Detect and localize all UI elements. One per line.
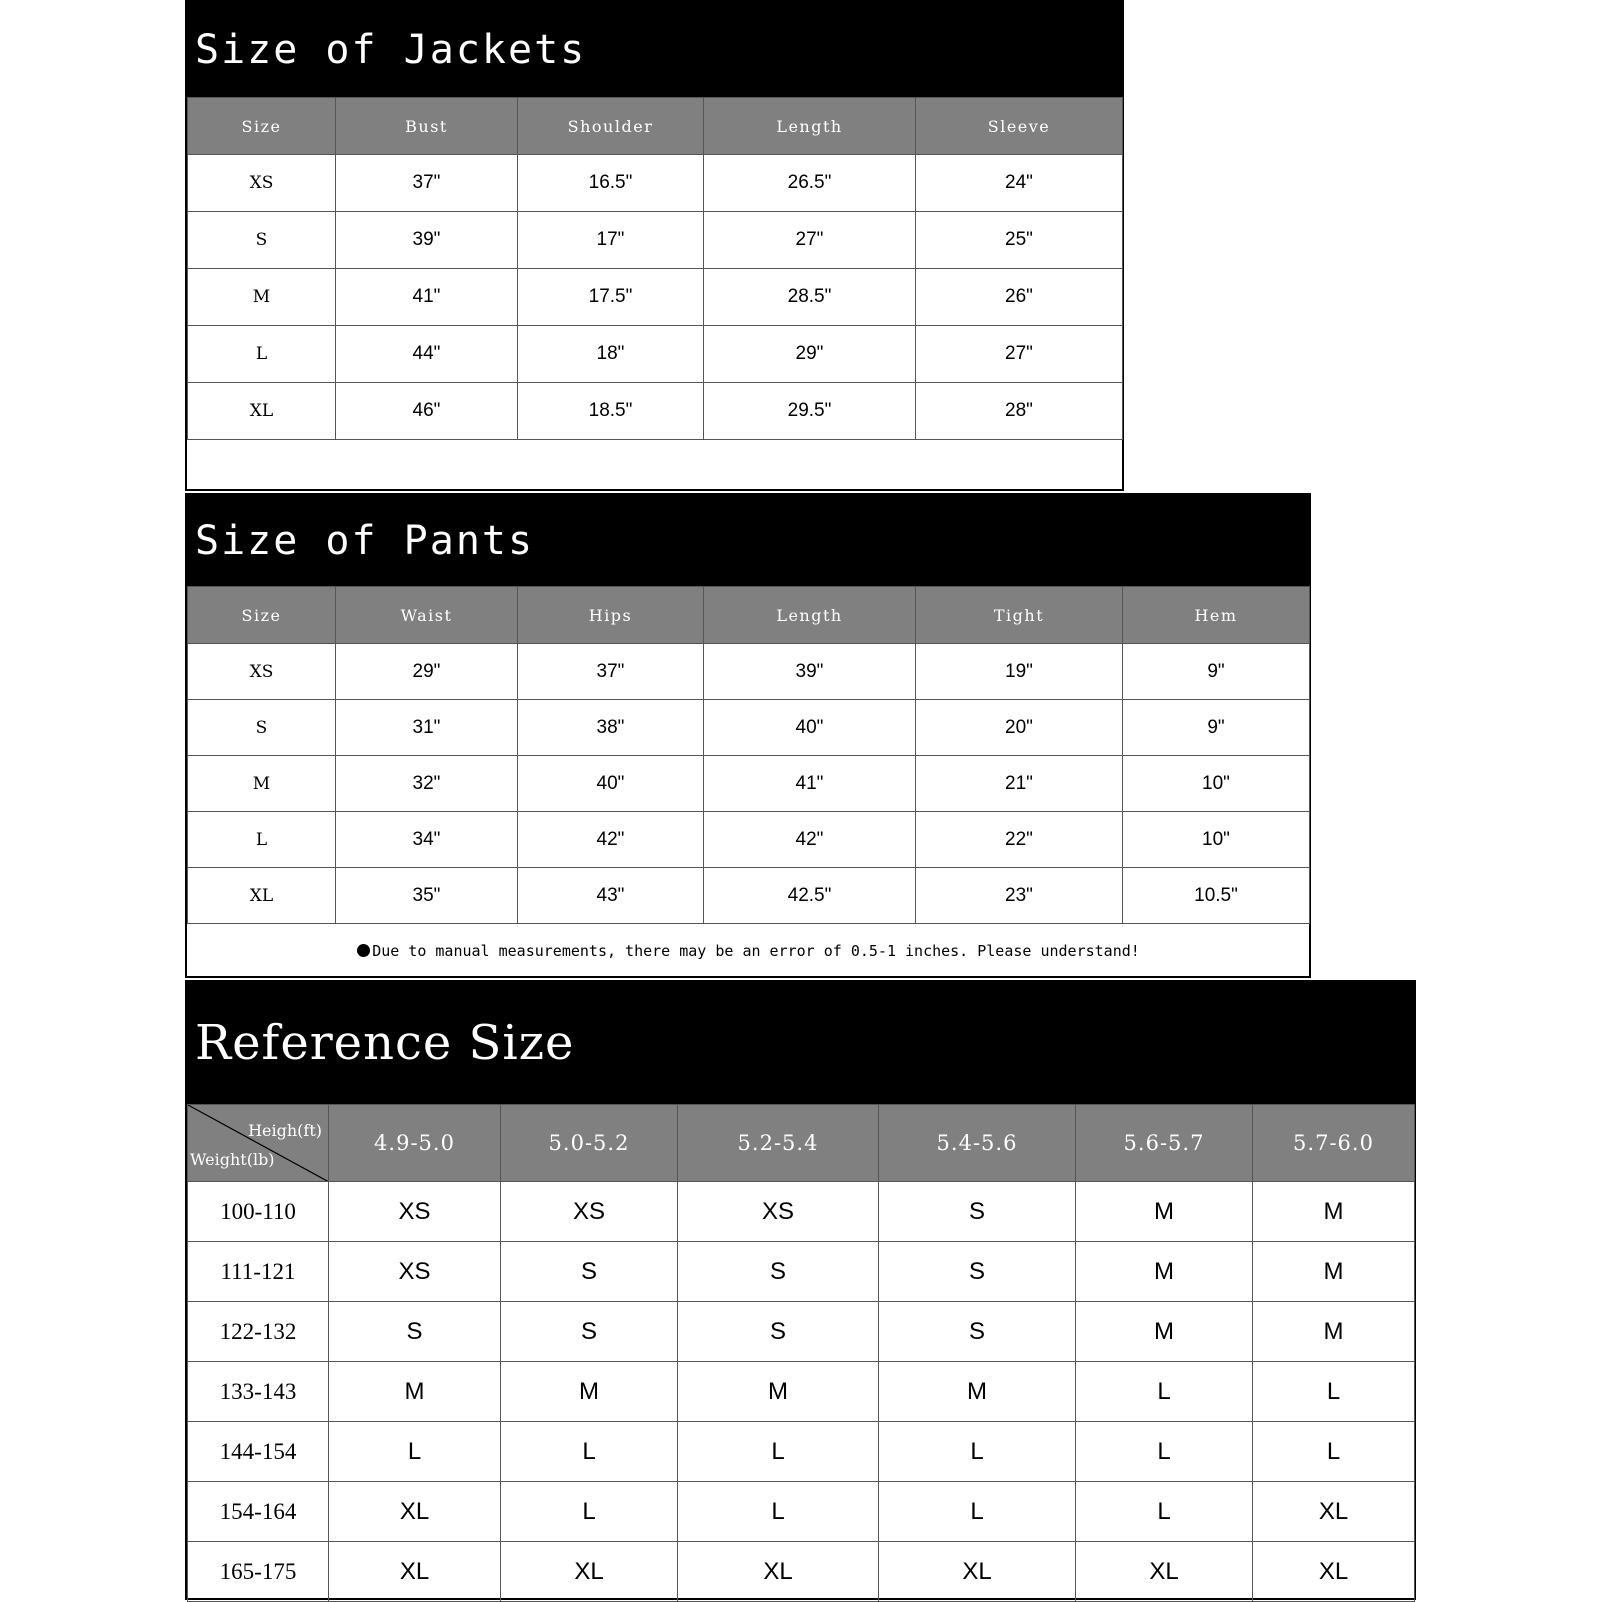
measurement-cell: 37" [518,644,704,700]
reference-title-bar [187,982,1414,1104]
recommended-size-cell: S [501,1242,678,1302]
measurement-note [188,924,1310,979]
size-cell: XS [188,644,336,700]
recommended-size-cell: S [678,1242,879,1302]
table-row [188,326,1123,383]
jackets-header-row [188,98,1123,155]
table-row [188,155,1123,212]
recommended-size-cell: L [329,1422,501,1482]
recommended-size-cell: L [1076,1362,1253,1422]
measurement-cell: 18.5" [518,383,704,440]
measurement-cell: 27" [704,212,916,269]
size-cell: S [188,700,336,756]
measurement-cell: 42" [518,812,704,868]
measurement-cell: 28.5" [704,269,916,326]
measurement-cell: 40" [704,700,916,756]
recommended-size-cell: M [329,1362,501,1422]
measurement-cell: 9" [1123,644,1310,700]
measurement-cell: 16.5" [518,155,704,212]
size-cell: S [188,212,336,269]
recommended-size-cell: S [879,1182,1076,1242]
recommended-size-cell: XS [678,1182,879,1242]
measurement-cell: 34" [336,812,518,868]
weight-axis-label: Weight(lb) [190,1150,275,1169]
measurement-cell: 37" [336,155,518,212]
recommended-size-cell: L [1253,1362,1415,1422]
measurement-cell: 29.5" [704,383,916,440]
size-cell: XL [188,383,336,440]
measurement-cell: 27" [916,326,1123,383]
measurement-cell: 24" [916,155,1123,212]
header-sleeve: Sleeve [916,98,1123,155]
measurement-cell: 10" [1123,756,1310,812]
measurement-cell: 20" [916,700,1123,756]
measurement-cell: 43" [518,868,704,924]
measurement-cell: 28" [916,383,1123,440]
weight-range-cell: 122-132 [188,1302,329,1362]
recommended-size-cell: XL [1253,1542,1415,1602]
diagonal-line [188,1105,329,1182]
recommended-size-cell: L [501,1422,678,1482]
header-shoulder: Shoulder [518,98,704,155]
measurement-cell: 32" [336,756,518,812]
table-row [188,1422,1415,1482]
measurement-cell: 26" [916,269,1123,326]
table-row [188,1482,1415,1542]
recommended-size-cell: S [678,1302,879,1362]
table-row [188,269,1123,326]
height-range-header: 4.9-5.0 [329,1105,501,1182]
recommended-size-cell: XL [329,1542,501,1602]
recommended-size-cell: XS [329,1242,501,1302]
recommended-size-cell: M [1076,1182,1253,1242]
measurement-cell: 22" [916,812,1123,868]
recommended-size-cell: L [1253,1422,1415,1482]
weight-range-cell: 111-121 [188,1242,329,1302]
table-row [188,644,1310,700]
reference-header-row [188,1105,1415,1182]
header-size: Size [188,98,336,155]
measurement-cell: 26.5" [704,155,916,212]
measurement-cell: 21" [916,756,1123,812]
jackets-title: Size of Jackets [195,26,587,73]
pants-table [187,586,1310,979]
measurement-cell: 29" [704,326,916,383]
recommended-size-cell: XL [501,1542,678,1602]
header-length: Length [704,98,916,155]
height-range-header: 5.0-5.2 [501,1105,678,1182]
pants-title: Size of Pants [195,517,535,564]
header-bust: Bust [336,98,518,155]
measurement-cell: 23" [916,868,1123,924]
bullet-icon [357,944,370,957]
recommended-size-cell: XL [329,1482,501,1542]
recommended-size-cell: XL [678,1542,879,1602]
table-row [188,700,1310,756]
pants-size-chart [185,493,1311,978]
header-hips: Hips [518,587,704,644]
table-row [188,756,1310,812]
recommended-size-cell: M [1253,1182,1415,1242]
header-length: Length [704,587,916,644]
recommended-size-cell: S [501,1302,678,1362]
size-cell: XS [188,155,336,212]
jackets-title-bar [187,2,1122,97]
measurement-cell: 42.5" [704,868,916,924]
measurement-cell: 25" [916,212,1123,269]
recommended-size-cell: M [1076,1242,1253,1302]
measurement-cell: 46" [336,383,518,440]
measurement-cell: 9" [1123,700,1310,756]
measurement-cell: 42" [704,812,916,868]
table-row [188,1362,1415,1422]
recommended-size-cell: XL [1253,1482,1415,1542]
size-cell: L [188,812,336,868]
recommended-size-cell: S [879,1302,1076,1362]
reference-size-chart [185,980,1416,1600]
weight-range-cell: 133-143 [188,1362,329,1422]
size-cell: L [188,326,336,383]
height-range-header: 5.6-5.7 [1076,1105,1253,1182]
height-range-header: 5.2-5.4 [678,1105,879,1182]
table-row [188,383,1123,440]
measurement-cell: 41" [336,269,518,326]
reference-title: Reference Size [195,1015,575,1071]
table-row [188,1542,1415,1602]
recommended-size-cell: S [879,1242,1076,1302]
measurement-cell: 31" [336,700,518,756]
empty-footer [188,440,1123,496]
reference-table [187,1104,1415,1602]
measurement-cell: 10.5" [1123,868,1310,924]
table-row [188,1182,1415,1242]
recommended-size-cell: S [329,1302,501,1362]
measurement-cell: 10" [1123,812,1310,868]
recommended-size-cell: L [879,1482,1076,1542]
table-row [188,212,1123,269]
header-waist: Waist [336,587,518,644]
table-row [188,1302,1415,1362]
measurement-cell: 41" [704,756,916,812]
weight-range-cell: 154-164 [188,1482,329,1542]
weight-range-cell: 165-175 [188,1542,329,1602]
recommended-size-cell: M [1076,1302,1253,1362]
recommended-size-cell: L [1076,1422,1253,1482]
height-range-header: 5.7-6.0 [1253,1105,1415,1182]
measurement-cell: 17" [518,212,704,269]
weight-range-cell: 144-154 [188,1422,329,1482]
recommended-size-cell: L [879,1422,1076,1482]
header-tight: Tight [916,587,1123,644]
size-cell: XL [188,868,336,924]
recommended-size-cell: XL [1076,1542,1253,1602]
recommended-size-cell: M [1253,1242,1415,1302]
recommended-size-cell: M [501,1362,678,1422]
recommended-size-cell: XS [501,1182,678,1242]
measurement-cell: 44" [336,326,518,383]
height-range-header: 5.4-5.6 [879,1105,1076,1182]
recommended-size-cell: L [678,1422,879,1482]
size-cell: M [188,756,336,812]
recommended-size-cell: L [501,1482,678,1542]
corner-cell [188,1105,329,1182]
note-text: Due to manual measurements, there may be an error of 0.5-1 inches. Please understand! [372,942,1140,961]
recommended-size-cell: M [879,1362,1076,1422]
table-row [188,812,1310,868]
measurement-cell: 19" [916,644,1123,700]
measurement-cell: 40" [518,756,704,812]
measurement-cell: 18" [518,326,704,383]
measurement-cell: 39" [336,212,518,269]
size-cell: M [188,269,336,326]
pants-title-bar [187,495,1309,586]
jackets-size-chart [185,0,1124,491]
measurement-cell: 29" [336,644,518,700]
table-row [188,868,1310,924]
recommended-size-cell: XS [329,1182,501,1242]
recommended-size-cell: XL [879,1542,1076,1602]
recommended-size-cell: L [678,1482,879,1542]
height-axis-label: Heigh(ft) [248,1121,322,1140]
pants-header-row [188,587,1310,644]
measurement-cell: 35" [336,868,518,924]
measurement-cell: 39" [704,644,916,700]
recommended-size-cell: M [678,1362,879,1422]
measurement-cell: 38" [518,700,704,756]
header-hem: Hem [1123,587,1310,644]
header-size: Size [188,587,336,644]
jackets-table [187,97,1123,496]
recommended-size-cell: L [1076,1482,1253,1542]
table-row [188,1242,1415,1302]
recommended-size-cell: M [1253,1302,1415,1362]
measurement-cell: 17.5" [518,269,704,326]
weight-range-cell: 100-110 [188,1182,329,1242]
